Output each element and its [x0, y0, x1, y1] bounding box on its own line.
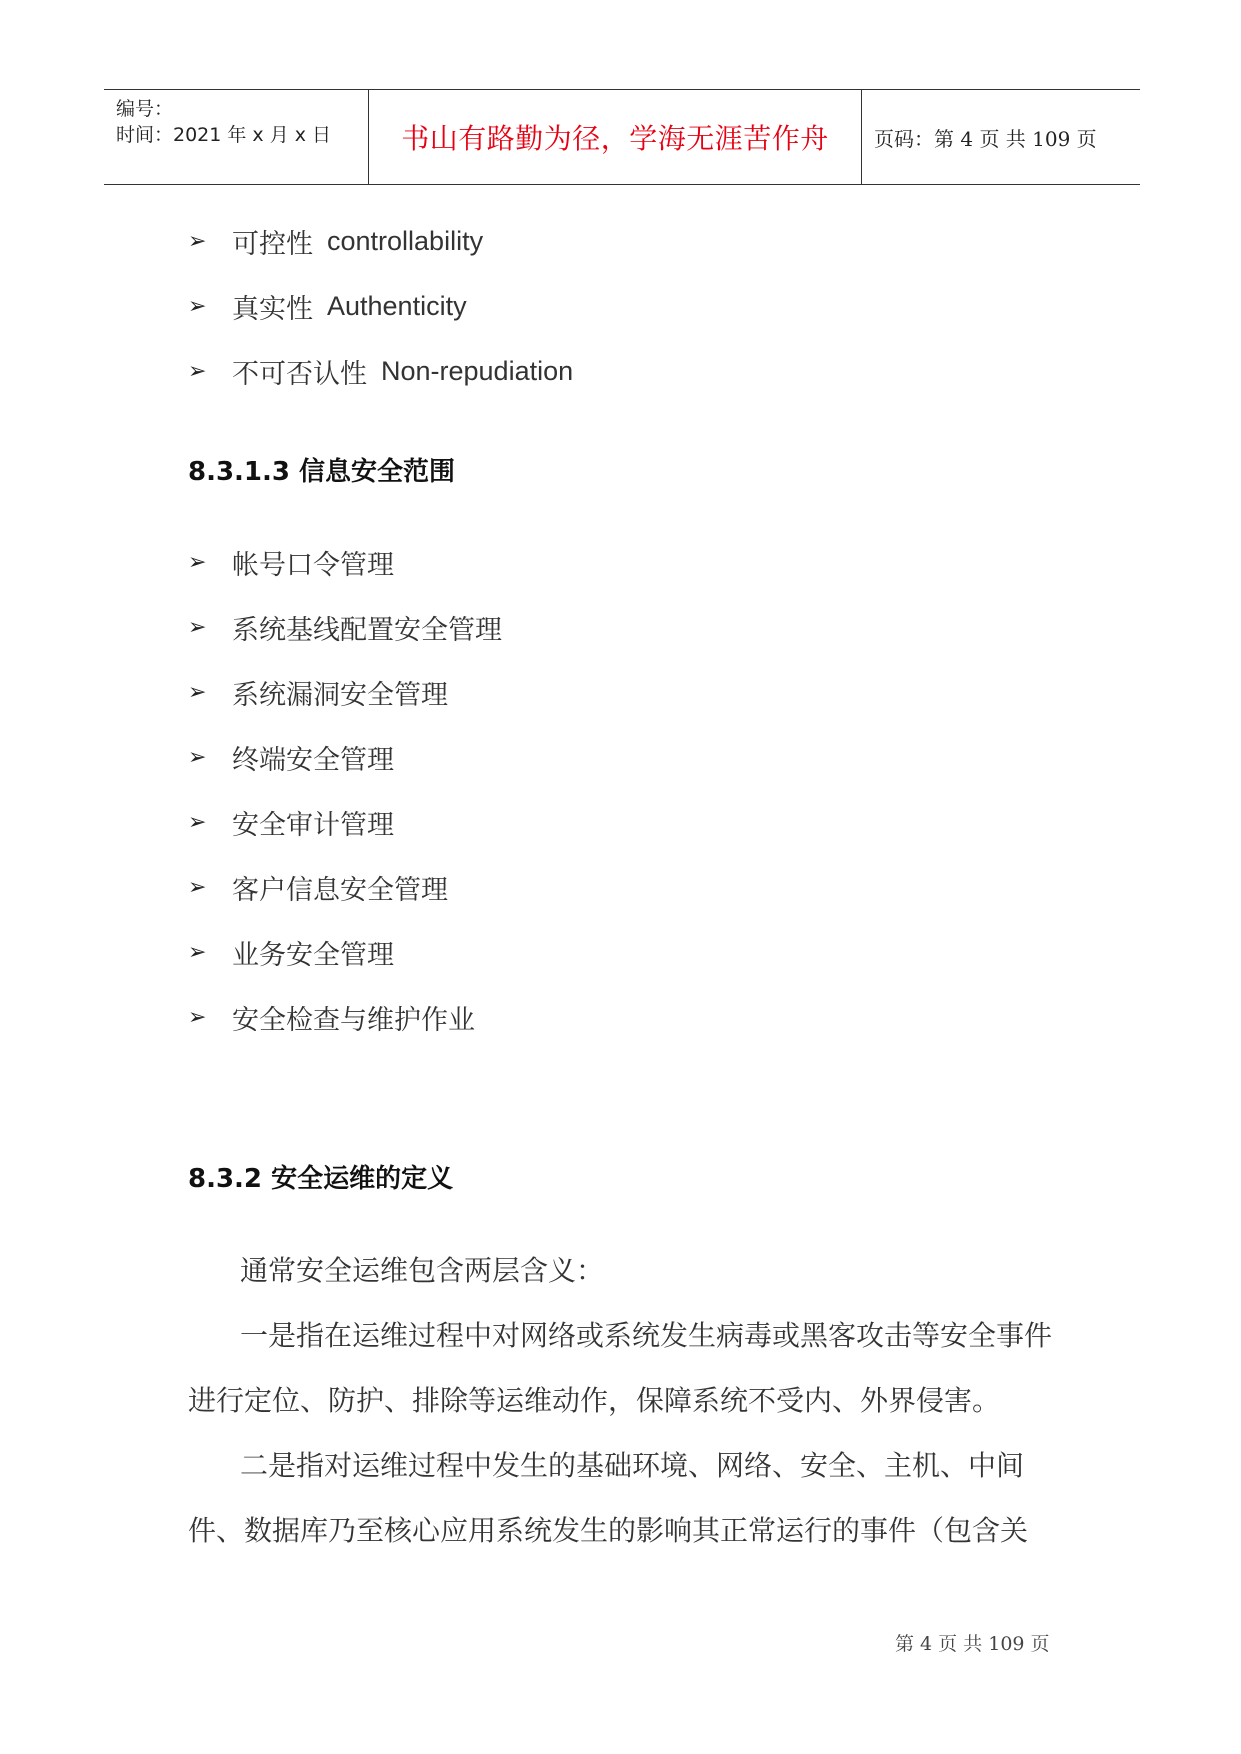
list-item-label: 安全审计管理 — [232, 810, 394, 841]
bullet-arrow-icon: ➢ — [188, 294, 207, 319]
list-item-label: 客户信息安全管理 — [232, 875, 448, 906]
list-item-label: 真实性 — [232, 294, 313, 325]
list-item-label-en: controllability — [327, 226, 484, 256]
bullet-arrow-icon: ➢ — [188, 550, 207, 575]
list-item-label-en: Non-repudiation — [381, 356, 574, 386]
header-motto-cell — [369, 90, 862, 184]
list-item-label: 安全检查与维护作业 — [232, 1005, 475, 1036]
paragraph-intro: 通常安全运维包含两层含义： — [240, 1254, 605, 1287]
header-page-number: 页码：第 4 页 共 109 页 — [874, 126, 1097, 151]
list-item — [188, 933, 394, 972]
list-item — [188, 738, 394, 777]
list-item-label: 不可否认性 — [232, 359, 367, 390]
list-item — [188, 352, 573, 391]
paragraph-point-one: 一是指在运维过程中对网络或系统发生病毒或黑客攻击等安全事件进行定位、防护、排除等运维动作，保障系统不受内、外界侵害。 — [188, 1319, 1053, 1417]
list-item-label-en: Authenticity — [327, 291, 467, 321]
list-item — [188, 287, 467, 326]
list-item — [188, 543, 394, 582]
bullet-arrow-icon: ➢ — [188, 940, 207, 965]
list-item-label: 业务安全管理 — [232, 940, 394, 971]
header-motto: 书山有路勤为径，学海无涯苦作舟 — [401, 122, 829, 155]
bullet-arrow-icon: ➢ — [188, 745, 207, 770]
bullet-arrow-icon: ➢ — [188, 1005, 207, 1030]
bullet-arrow-icon: ➢ — [188, 875, 207, 900]
list-item — [188, 998, 475, 1037]
list-item — [188, 868, 448, 907]
list-item-label: 系统基线配置安全管理 — [232, 615, 502, 646]
list-item — [188, 222, 483, 261]
page-header — [104, 89, 1140, 185]
section-heading: 8.3.2 安全运维的定义 — [188, 1164, 454, 1194]
list-item-label: 系统漏洞安全管理 — [232, 680, 448, 711]
document-number-label: 编号： — [116, 98, 174, 120]
list-item-label: 可控性 — [232, 229, 313, 260]
bullet-arrow-icon: ➢ — [188, 229, 207, 254]
header-meta-cell — [104, 90, 369, 184]
list-item-label: 帐号口令管理 — [232, 550, 394, 581]
bullet-arrow-icon: ➢ — [188, 359, 207, 384]
section-heading: 8.3.1.3 信息安全范围 — [188, 457, 456, 487]
list-item — [188, 803, 394, 842]
bullet-arrow-icon: ➢ — [188, 615, 207, 640]
list-item-label: 终端安全管理 — [232, 745, 394, 776]
page-footer-number: 第 4 页 共 109 页 — [895, 1633, 1050, 1655]
list-item — [188, 673, 448, 712]
document-time-label: 时间：2021 年 x 月 x 日 — [116, 124, 332, 146]
bullet-arrow-icon: ➢ — [188, 680, 207, 705]
header-page-cell — [862, 90, 1140, 184]
paragraph-point-two: 二是指对运维过程中发生的基础环境、网络、安全、主机、中间件、数据库乃至核心应用系统发生的影响其正常运行的事件（包含关 — [188, 1449, 1029, 1547]
bullet-arrow-icon: ➢ — [188, 810, 207, 835]
list-item — [188, 608, 502, 647]
